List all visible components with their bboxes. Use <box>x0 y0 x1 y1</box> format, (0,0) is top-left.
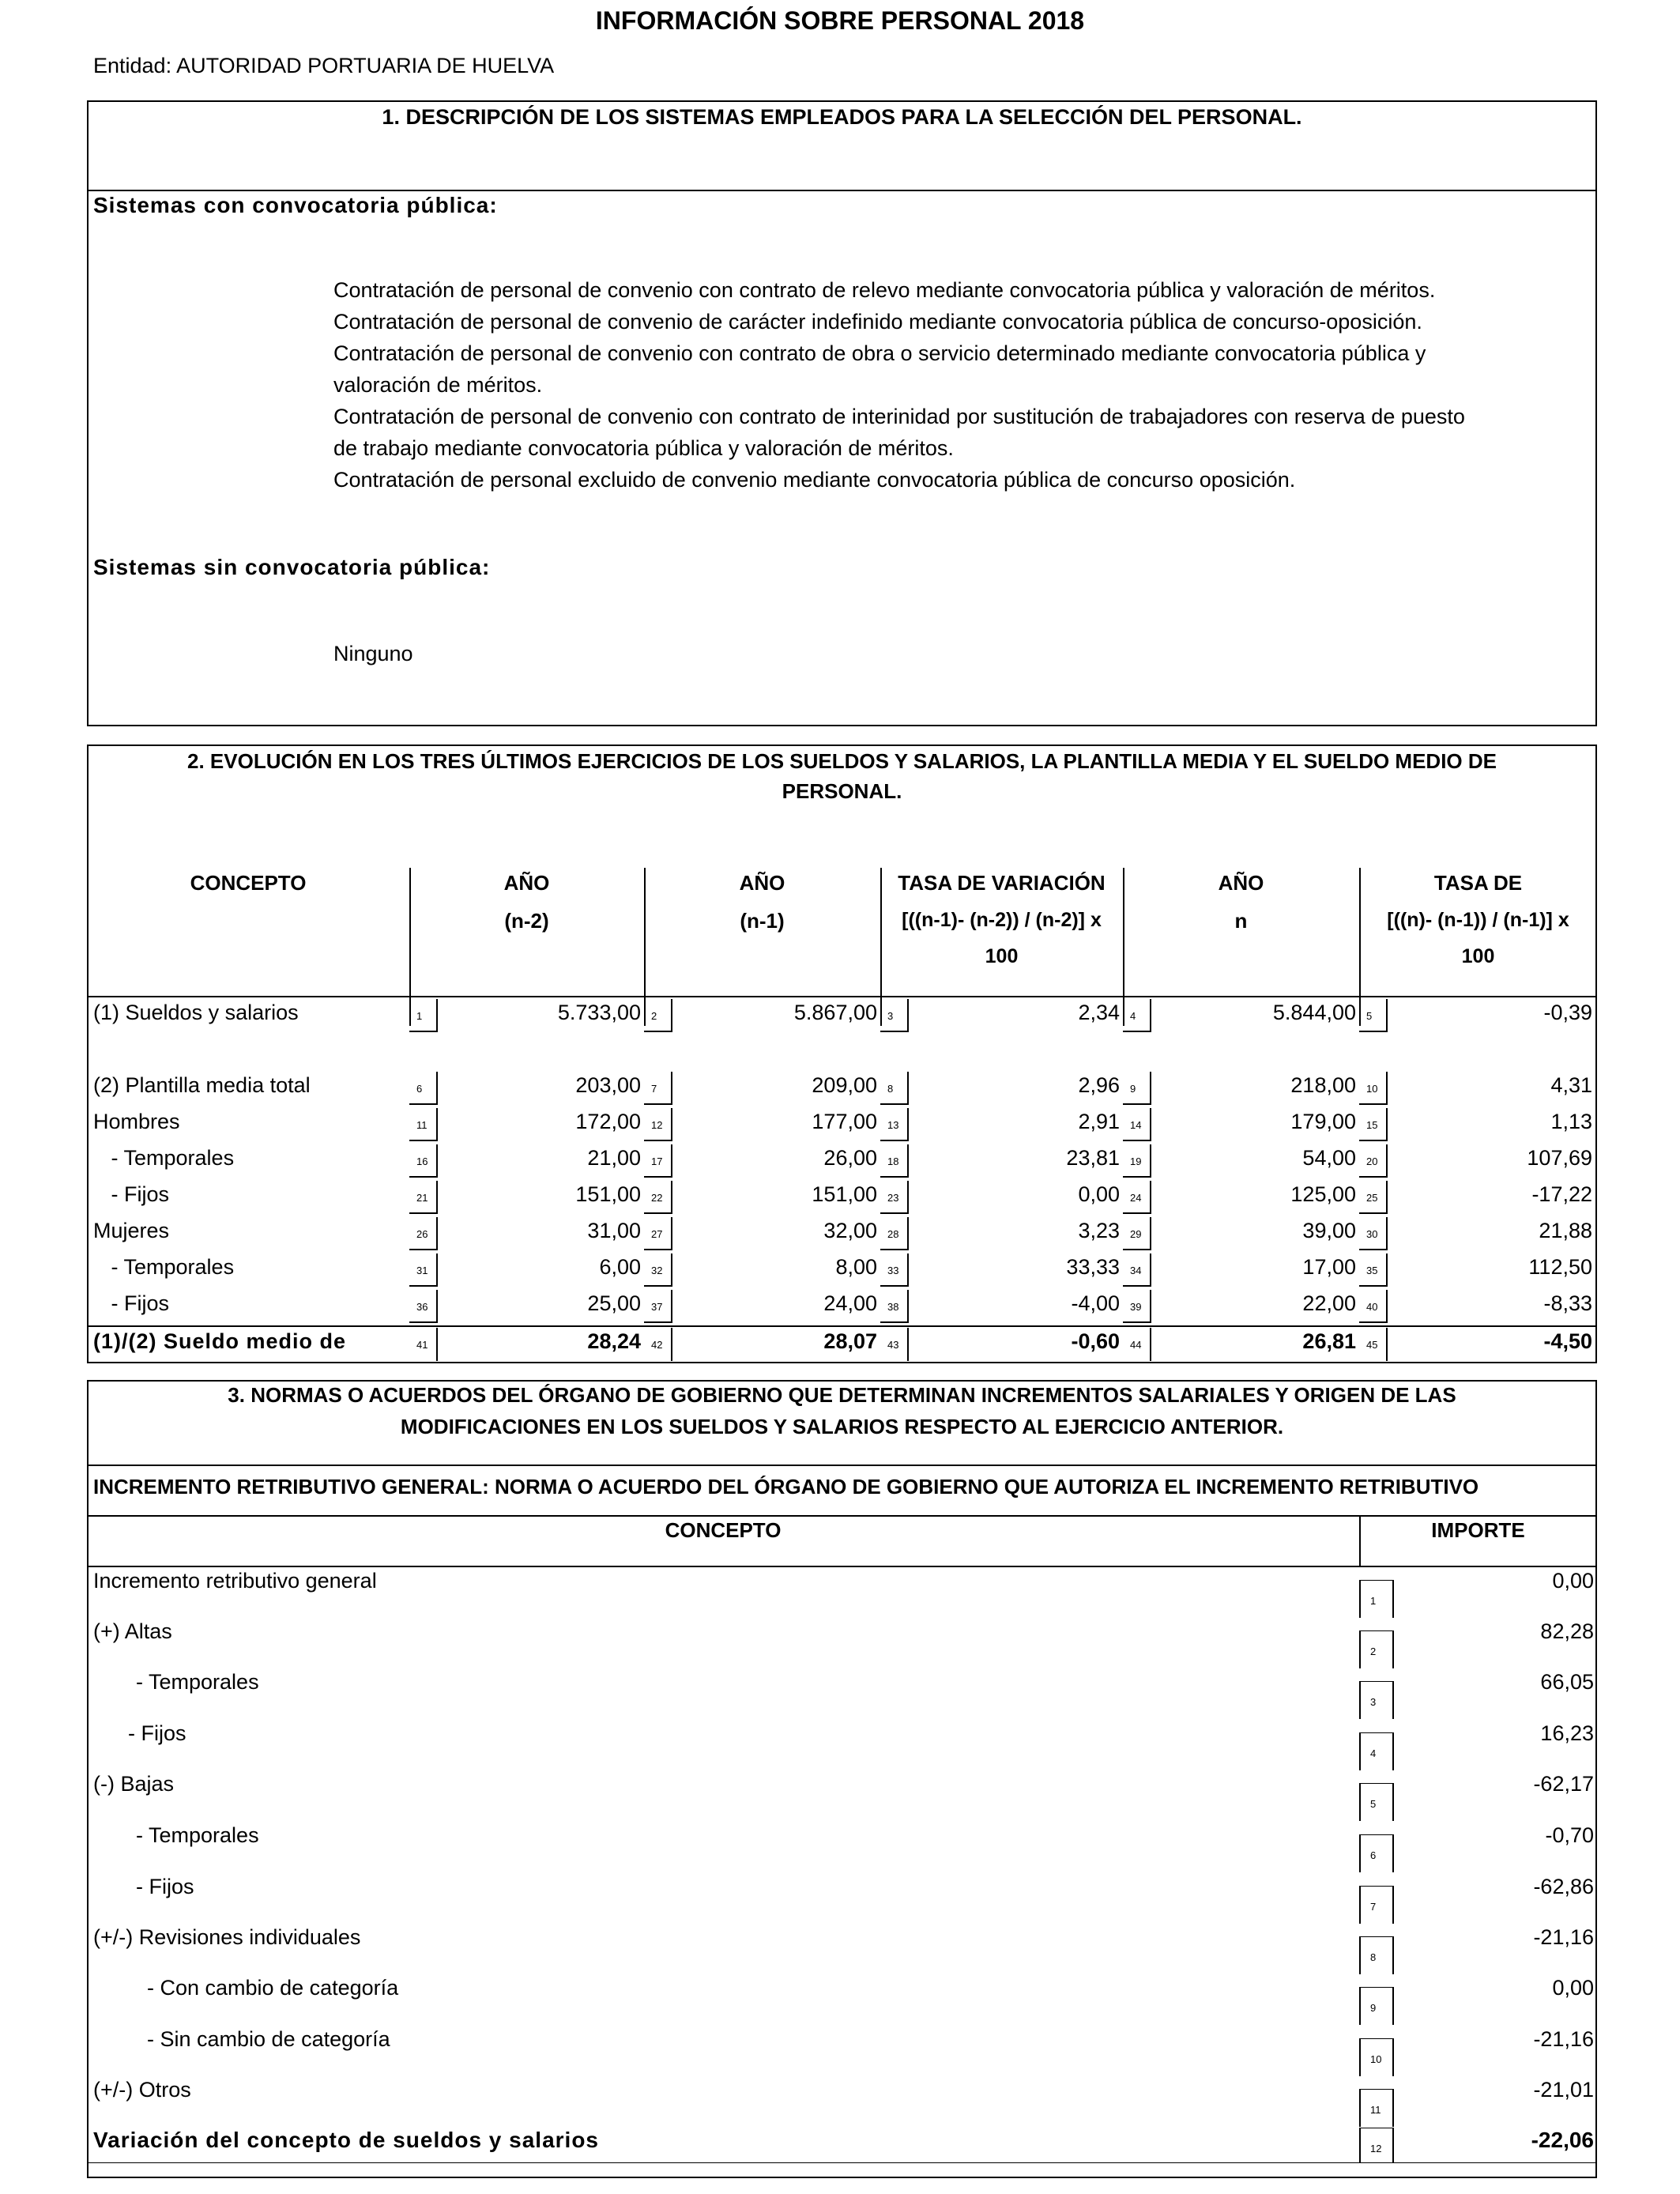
increment-row-label: - Temporales <box>136 1670 259 1694</box>
cell-value: 21,00 <box>587 1146 641 1170</box>
page-title: INFORMACIÓN SOBRE PERSONAL 2018 <box>595 6 1085 35</box>
cell-index: 14 <box>1123 1108 1151 1141</box>
cell-index: 9 <box>1123 1072 1151 1105</box>
cell-index: 44 <box>1123 1328 1151 1361</box>
increment-row-label: Incremento retributivo general <box>93 1569 377 1593</box>
section3-heading-line1: 3. NORMAS O ACUERDOS DEL ÓRGANO DE GOBIERNO QUE DETERMINAN INCREMENTOS SALARIALES Y ORIGEN DE LAS <box>228 1383 1456 1407</box>
increment-row-value: 0,00 <box>1552 1569 1594 1593</box>
cell-value: 218,00 <box>1290 1073 1356 1097</box>
increment-row-label: (+/-) Revisiones individuales <box>93 1925 361 1949</box>
cell-value: 39,00 <box>1302 1219 1356 1242</box>
cell-value: 33,33 <box>1066 1255 1120 1279</box>
increment-row-value: 82,28 <box>1540 1619 1594 1643</box>
cell-index: 38 <box>880 1290 909 1323</box>
increment-row-index: 3 <box>1359 1681 1394 1719</box>
row-label: Mujeres <box>93 1219 170 1242</box>
cell-index: 3 <box>880 999 909 1032</box>
cell-value: 2,34 <box>1078 1001 1120 1024</box>
cell-value: 5.733,00 <box>557 1001 641 1024</box>
col-n2-header-2: (n-2) <box>504 909 549 933</box>
cell-value: 4,31 <box>1550 1073 1592 1097</box>
cell-index: 1 <box>409 999 438 1032</box>
row-label: - Fijos <box>93 1182 170 1206</box>
col-tv2-header-2: [((n)- (n-1)) / (n-1)] x <box>1387 909 1569 931</box>
cell-value: 179,00 <box>1290 1110 1356 1133</box>
s3-col-concepto-header: CONCEPTO <box>665 1518 782 1542</box>
cell-index: 19 <box>1123 1144 1151 1178</box>
increment-row-index: 8 <box>1359 1936 1394 1974</box>
cell-index: 15 <box>1359 1108 1388 1141</box>
increment-row-value: -62,86 <box>1533 1875 1594 1898</box>
cell-value: 107,69 <box>1527 1146 1592 1170</box>
cell-value: 151,00 <box>812 1182 877 1206</box>
section2-heading-line1: 2. EVOLUCIÓN EN LOS TRES ÚLTIMOS EJERCICIOS DE LOS SUELDOS Y SALARIOS, LA PLANTILLA MEDIA Y EL SUELDO MEDIO DE <box>187 749 1497 773</box>
increment-row-label: (-) Bajas <box>93 1772 175 1796</box>
row-label: (1)/(2) Sueldo medio de <box>93 1329 347 1353</box>
cell-index: 29 <box>1123 1217 1151 1250</box>
cell-index: 11 <box>409 1108 438 1141</box>
increment-row-index: 2 <box>1359 1630 1394 1668</box>
cell-index: 25 <box>1359 1181 1388 1214</box>
col-concepto-header: CONCEPTO <box>190 871 307 895</box>
cell-value: 24,00 <box>823 1291 877 1315</box>
cell-index: 4 <box>1123 999 1151 1032</box>
col-tv1-header-2: [((n-1)- (n-2)) / (n-2)] x <box>902 909 1102 931</box>
cell-index: 13 <box>880 1108 909 1141</box>
cell-value: 112,50 <box>1528 1255 1592 1279</box>
increment-row-value: -21,16 <box>1533 1925 1594 1949</box>
cell-value: 54,00 <box>1302 1146 1356 1170</box>
cell-index: 31 <box>409 1253 438 1287</box>
cell-value: -0,60 <box>1071 1329 1120 1353</box>
cell-value: 209,00 <box>812 1073 877 1097</box>
cell-value: 28,07 <box>823 1329 877 1353</box>
cell-value: 26,00 <box>823 1146 877 1170</box>
col-tv1-header-3: 100 <box>985 945 1019 967</box>
cell-index: 17 <box>644 1144 672 1178</box>
row-label: - Temporales <box>93 1255 235 1279</box>
cell-index: 20 <box>1359 1144 1388 1178</box>
public-system-line: Contratación de personal de convenio con contrato de interinidad por sustitución de trabajadores con reserva de puesto <box>333 405 1465 428</box>
increment-row-value: 16,23 <box>1540 1721 1594 1745</box>
col-tv2-header-1: TASA DE <box>1433 871 1523 895</box>
cell-value: 172,00 <box>575 1110 641 1133</box>
cell-value: -4,00 <box>1071 1291 1120 1315</box>
cell-index: 34 <box>1123 1253 1151 1287</box>
increment-row-index: 9 <box>1359 1987 1394 2025</box>
cell-index: 8 <box>880 1072 909 1105</box>
increment-row-index: 7 <box>1359 1886 1394 1924</box>
cell-index: 12 <box>644 1108 672 1141</box>
cell-value: 22,00 <box>1302 1291 1356 1315</box>
total-row-index: 12 <box>1359 2128 1394 2162</box>
private-systems-value: Ninguno <box>333 642 413 665</box>
cell-index: 6 <box>409 1072 438 1105</box>
increment-row-label: - Fijos <box>128 1721 186 1745</box>
section3-heading-line2: MODIFICACIONES EN LOS SUELDOS Y SALARIOS RESPECTO AL EJERCICIO ANTERIOR. <box>400 1415 1284 1438</box>
cell-index: 7 <box>644 1072 672 1105</box>
col-n1-header-2: (n-1) <box>740 909 785 933</box>
increment-row-value: -21,01 <box>1533 2078 1594 2102</box>
cell-value: 6,00 <box>599 1255 641 1279</box>
cell-index: 41 <box>409 1328 438 1361</box>
cell-value: 3,23 <box>1078 1219 1120 1242</box>
public-systems-label: Sistemas con convocatoria pública: <box>93 193 498 217</box>
cell-value: -8,33 <box>1543 1291 1592 1315</box>
cell-index: 26 <box>409 1217 438 1250</box>
cell-index: 21 <box>409 1181 438 1214</box>
cell-value: 5.867,00 <box>793 1001 877 1024</box>
cell-index: 33 <box>880 1253 909 1287</box>
row-label: (2) Plantilla media total <box>93 1073 311 1097</box>
public-system-line: Contratación de personal de convenio con contrato de relevo mediante convocatoria pública y valoración de méritos. <box>333 278 1436 302</box>
cell-value: 32,00 <box>823 1219 877 1242</box>
increment-row-label: - Temporales <box>136 1823 259 1847</box>
cell-value: 26,81 <box>1302 1329 1356 1353</box>
cell-index: 45 <box>1359 1328 1388 1361</box>
row-label: (1) Sueldos y salarios <box>93 1001 299 1024</box>
cell-value: 31,00 <box>587 1219 641 1242</box>
cell-value: 23,81 <box>1066 1146 1120 1170</box>
cell-value: 0,00 <box>1078 1182 1120 1206</box>
cell-value: 203,00 <box>575 1073 641 1097</box>
increment-row-index: 11 <box>1359 2089 1394 2127</box>
cell-value: -17,22 <box>1531 1182 1592 1206</box>
section2-heading-line2: PERSONAL. <box>782 779 902 803</box>
cell-index: 28 <box>880 1217 909 1250</box>
public-system-line: Contratación de personal de convenio de carácter indefinido mediante convocatoria pública de concurso-oposición. <box>333 310 1422 334</box>
total-row-value: -22,06 <box>1531 2128 1594 2152</box>
cell-index: 16 <box>409 1144 438 1178</box>
cell-index: 32 <box>644 1253 672 1287</box>
cell-index: 23 <box>880 1181 909 1214</box>
public-system-line: Contratación de personal de convenio con contrato de obra o servicio determinado mediante convocatoria pública y <box>333 341 1426 365</box>
col-n2-header-1: AÑO <box>503 871 550 895</box>
increment-row-index: 5 <box>1359 1783 1394 1821</box>
cell-value: -0,39 <box>1543 1001 1592 1024</box>
cell-index: 35 <box>1359 1253 1388 1287</box>
cell-index: 5 <box>1359 999 1388 1032</box>
cell-value: 2,91 <box>1078 1110 1120 1133</box>
cell-value: 25,00 <box>587 1291 641 1315</box>
cell-index: 43 <box>880 1328 909 1361</box>
col-tv1-header-1: TASA DE VARIACIÓN <box>898 871 1106 895</box>
cell-index: 22 <box>644 1181 672 1214</box>
cell-index: 37 <box>644 1290 672 1323</box>
row-label: - Temporales <box>93 1146 235 1170</box>
cell-index: 36 <box>409 1290 438 1323</box>
row-label: Hombres <box>93 1110 180 1133</box>
cell-value: 125,00 <box>1290 1182 1356 1206</box>
cell-value: 1,13 <box>1550 1110 1592 1133</box>
private-systems-label: Sistemas sin convocatoria pública: <box>93 555 491 579</box>
cell-value: 5.844,00 <box>1272 1001 1356 1024</box>
increment-row-label: - Fijos <box>136 1875 194 1898</box>
increment-row-label: - Con cambio de categoría <box>147 1976 399 2000</box>
section1-heading: 1. DESCRIPCIÓN DE LOS SISTEMAS EMPLEADOS PARA LA SELECCIÓN DEL PERSONAL. <box>382 105 1302 129</box>
public-system-line: Contratación de personal excluido de convenio mediante convocatoria pública de concurso oposición. <box>333 468 1296 492</box>
increment-row-label: - Sin cambio de categoría <box>147 2027 390 2051</box>
col-n-header-2: n <box>1234 909 1248 933</box>
cell-index: 40 <box>1359 1290 1388 1323</box>
increment-row-label: (+/-) Otros <box>93 2078 191 2102</box>
cell-index: 18 <box>880 1144 909 1178</box>
cell-value: 177,00 <box>812 1110 877 1133</box>
public-system-line: de trabajo mediante convocatoria pública y valoración de méritos. <box>333 436 954 460</box>
increment-row-value: -21,16 <box>1533 2027 1594 2051</box>
s3-col-importe-header: IMPORTE <box>1431 1518 1525 1542</box>
increment-row-index: 4 <box>1359 1732 1394 1770</box>
entity-label: Entidad: AUTORIDAD PORTUARIA DE HUELVA <box>93 54 555 77</box>
cell-value: 21,88 <box>1539 1219 1592 1242</box>
increment-row-value: 0,00 <box>1552 1976 1594 2000</box>
increment-row-index: 6 <box>1359 1834 1394 1872</box>
cell-value: 8,00 <box>835 1255 877 1279</box>
total-row-label: Variación del concepto de sueldos y salarios <box>93 2128 599 2152</box>
cell-value: 2,96 <box>1078 1073 1120 1097</box>
increment-row-index: 1 <box>1359 1580 1394 1618</box>
cell-value: 17,00 <box>1302 1255 1356 1279</box>
increment-row-value: -62,17 <box>1533 1772 1594 1796</box>
cell-index: 30 <box>1359 1217 1388 1250</box>
increment-row-index: 10 <box>1359 2038 1394 2076</box>
increment-row-value: 66,05 <box>1540 1670 1594 1694</box>
cell-value: 28,24 <box>587 1329 641 1353</box>
cell-index: 39 <box>1123 1290 1151 1323</box>
col-n1-header-1: AÑO <box>739 871 785 895</box>
cell-index: 2 <box>644 999 672 1032</box>
increment-row-value: -0,70 <box>1545 1823 1594 1847</box>
cell-value: -4,50 <box>1543 1329 1592 1353</box>
cell-index: 27 <box>644 1217 672 1250</box>
increment-row-label: (+) Altas <box>93 1619 172 1643</box>
section3-subheading: INCREMENTO RETRIBUTIVO GENERAL: NORMA O ACUERDO DEL ÓRGANO DE GOBIERNO QUE AUTORIZA EL INCREMENTO RETRIBUTIVO <box>93 1475 1479 1498</box>
public-system-line: valoración de méritos. <box>333 373 543 397</box>
row-label: - Fijos <box>93 1291 170 1315</box>
cell-index: 42 <box>644 1328 672 1361</box>
col-tv2-header-3: 100 <box>1461 945 1495 967</box>
col-n-header-1: AÑO <box>1218 871 1264 895</box>
cell-value: 151,00 <box>575 1182 641 1206</box>
cell-index: 10 <box>1359 1072 1388 1105</box>
cell-index: 24 <box>1123 1181 1151 1214</box>
